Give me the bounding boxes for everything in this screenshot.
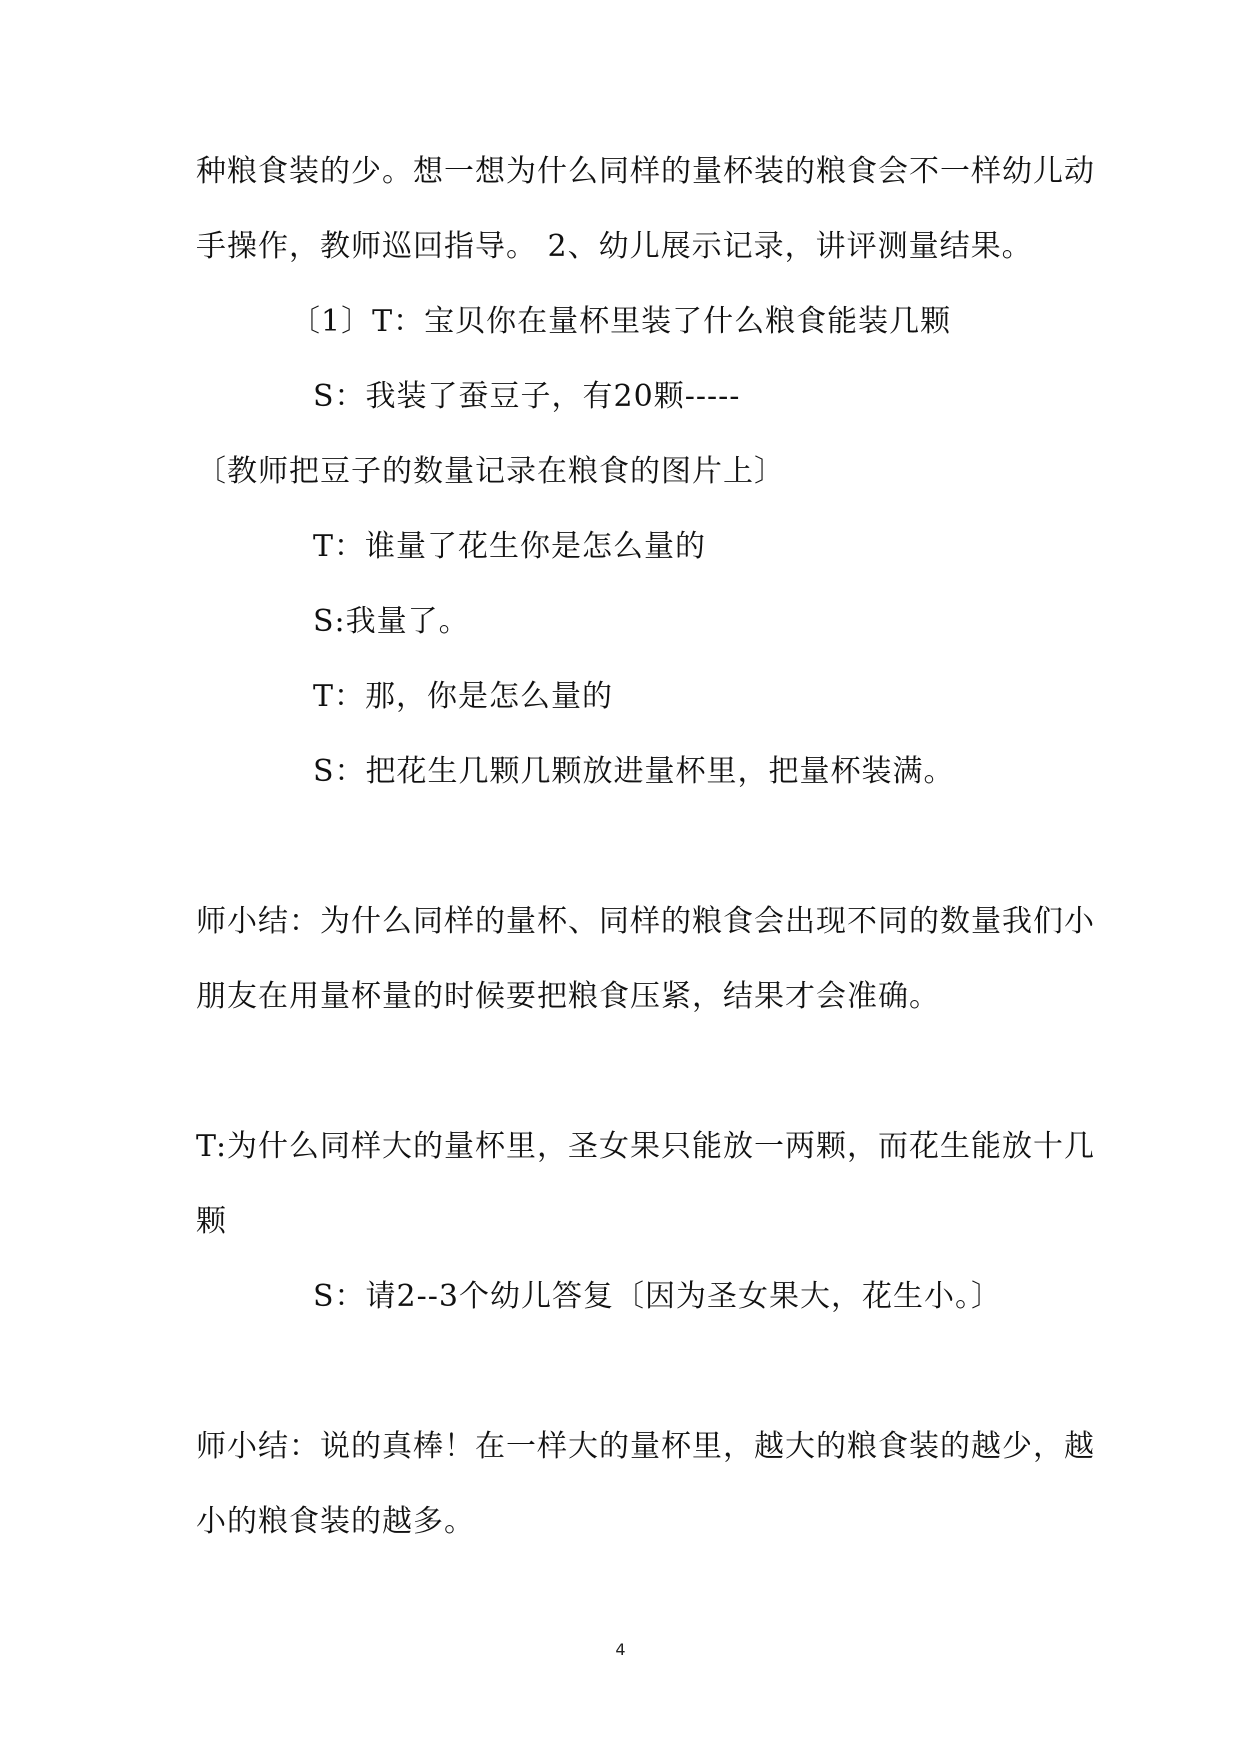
page-number: 4 bbox=[615, 1640, 626, 1659]
text-line: 手操作，教师巡回指导。 2、幼儿展示记录，讲评测量结果。 bbox=[196, 229, 1033, 264]
text-line: T：那，你是怎么量的 bbox=[313, 679, 614, 714]
text-line: 〔教师把豆子的数量记录在粮食的图片上〕 bbox=[196, 454, 785, 489]
text-line: T:为什么同样大的量杯里，圣女果只能放一两颗，而花生能放十几 bbox=[196, 1129, 1096, 1164]
text-line: 师小结：为什么同样的量杯、同样的粮食会出现不同的数量我们小 bbox=[196, 904, 1095, 939]
text-line: 师小结：说的真棒！在一样大的量杯里，越大的粮食装的越少，越 bbox=[196, 1429, 1095, 1464]
text-line: 种粮食装的少。想一想为什么同样的量杯装的粮食会不一样幼儿动 bbox=[196, 154, 1095, 189]
text-line: 〔1〕T：宝贝你在量杯里装了什么粮食能装几颗 bbox=[290, 304, 952, 339]
text-line: S：请2--3个幼儿答复〔因为圣女果大，花生小。〕 bbox=[313, 1279, 1002, 1314]
text-line: S:我量了。 bbox=[313, 604, 470, 639]
text-line: T：谁量了花生你是怎么量的 bbox=[313, 529, 707, 564]
text-line: S：把花生几颗几颗放进量杯里，把量杯装满。 bbox=[313, 754, 955, 789]
text-line: 朋友在用量杯量的时候要把粮食压紧，结果才会准确。 bbox=[196, 979, 940, 1014]
text-line: S：我装了蚕豆子，有20颗----- bbox=[313, 379, 741, 414]
text-line: 小的粮食装的越多。 bbox=[196, 1504, 475, 1539]
text-line: 颗 bbox=[196, 1204, 227, 1239]
